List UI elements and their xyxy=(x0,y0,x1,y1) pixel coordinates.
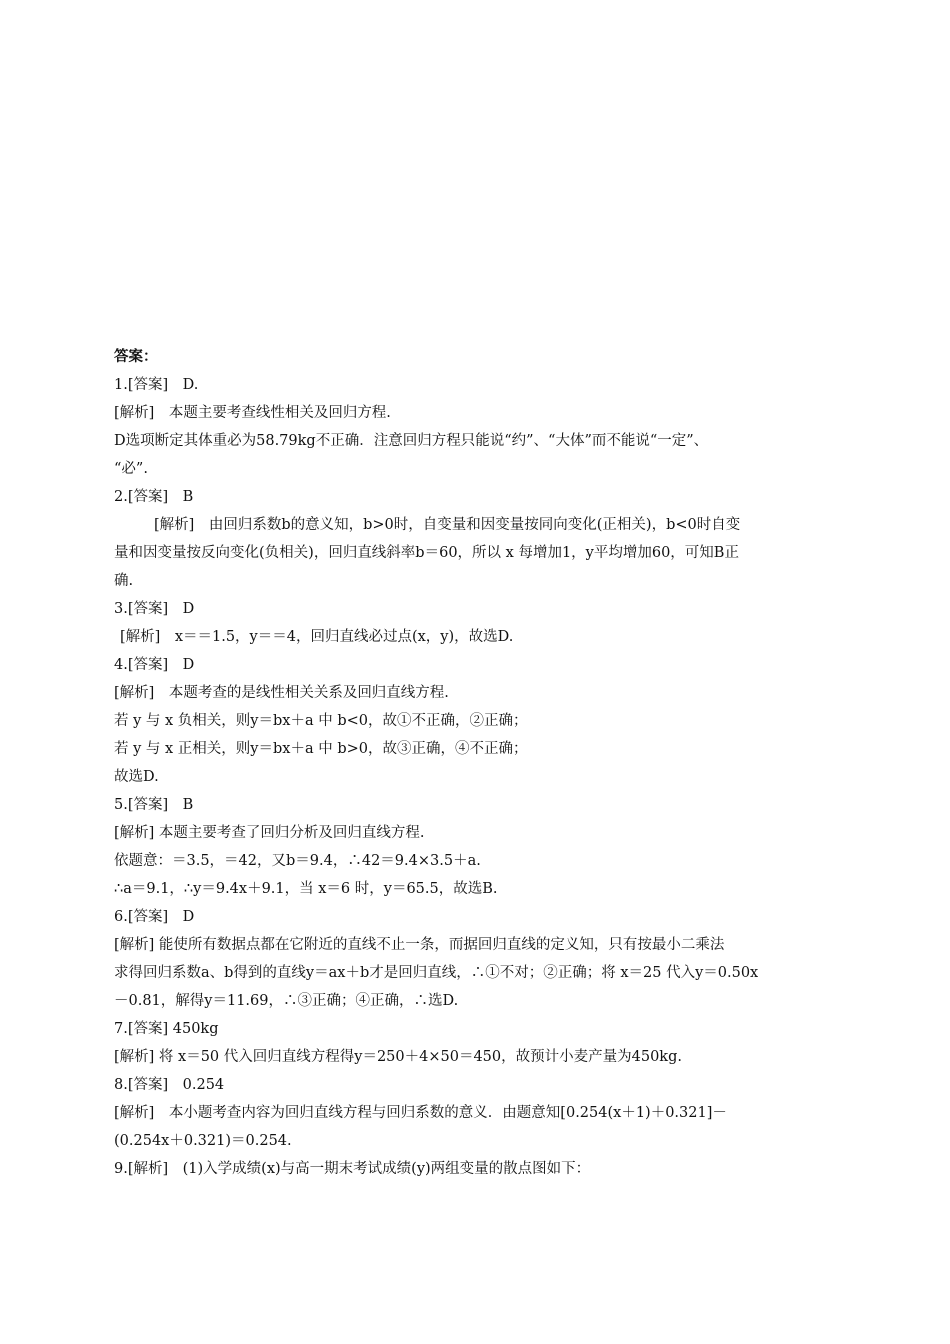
analysis-5-line-2: 依题意：＝3.5，＝42，又b＝9.4，∴42＝9.4×3.5＋a. xyxy=(114,853,481,869)
analysis-2-line-1: [解析] 由回归系数b的意义知，b>0时，自变量和因变量按同向变化(正相关)，b<0时自变 xyxy=(154,517,741,533)
analysis-4-line-3: 若 y 与 x 正相关，则y＝bx＋a 中 b>0，故③正确，④不正确； xyxy=(114,741,528,757)
answer-7: 7.[答案] 450kg xyxy=(114,1021,219,1037)
analysis-6-line-3: －0.81，解得y＝11.69，∴③正确；④正确，∴选D. xyxy=(114,993,459,1009)
answer-8: 8.[答案] 0.254 xyxy=(114,1077,225,1093)
answer-4: 4.[答案] D xyxy=(114,657,195,673)
analysis-4-line-4: 故选D. xyxy=(114,769,159,785)
answer-2: 2.[答案] B xyxy=(114,489,194,505)
analysis-6-line-2: 求得回归系数a、b得到的直线y＝ax＋b才是回归直线，∴①不对；②正确；将 x＝25 代入y＝0.50x xyxy=(114,965,759,981)
analysis-2-line-3: 确. xyxy=(114,573,134,589)
analysis-4-line-2: 若 y 与 x 负相关，则y＝bx＋a 中 b<0，故①不正确，②正确； xyxy=(114,713,528,729)
analysis-7-line-1: [解析] 将 x＝50 代入回归直线方程得y＝250＋4×50＝450，故预计小麦产量为450kg. xyxy=(114,1049,682,1065)
analysis-5-line-3: ∴a＝9.1，∴y＝9.4x＋9.1，当 x＝6 时，y＝65.5，故选B. xyxy=(114,881,498,897)
answer-5: 5.[答案] B xyxy=(114,797,194,813)
analysis-1-line-3: “必”. xyxy=(114,461,148,477)
analysis-1-line-2: D选项断定其体重必为58.79kg不正确．注意回归方程只能说“约”、“大体”而不能说“一定”、 xyxy=(114,433,709,449)
answer-6: 6.[答案] D xyxy=(114,909,195,925)
answers-heading: 答案： xyxy=(114,349,158,365)
analysis-4-line-1: [解析] 本题考查的是线性相关关系及回归直线方程. xyxy=(114,685,449,701)
answer-1: 1.[答案] D. xyxy=(114,377,199,393)
answer-section xyxy=(114,343,840,1183)
analysis-3-line-1: [解析] x＝＝1.5，y＝＝4，回归直线必过点(x，y)，故选D. xyxy=(120,629,514,645)
answer-3: 3.[答案] D xyxy=(114,601,195,617)
analysis-6-line-1: [解析] 能使所有数据点都在它附近的直线不止一条，而据回归直线的定义知，只有按最小二乘法 xyxy=(114,937,725,953)
analysis-8-line-2: (0.254x＋0.321)＝0.254. xyxy=(114,1133,292,1149)
analysis-8-line-1: [解析] 本小题考查内容为回归直线方程与回归系数的意义．由题意知[0.254(x＋1)＋0.321]－ xyxy=(114,1105,727,1121)
analysis-1-line-1: [解析] 本题主要考查线性相关及回归方程. xyxy=(114,405,391,421)
analysis-5-line-1: [解析] 本题主要考查了回归分析及回归直线方程. xyxy=(114,825,425,841)
analysis-2-line-2: 量和因变量按反向变化(负相关)，回归直线斜率b＝60，所以 x 每增加1，y平均增加60，可知B正 xyxy=(114,545,739,561)
answer-9: 9.[解析] (1)入学成绩(x)与高一期末考试成绩(y)两组变量的散点图如下： xyxy=(114,1161,591,1177)
